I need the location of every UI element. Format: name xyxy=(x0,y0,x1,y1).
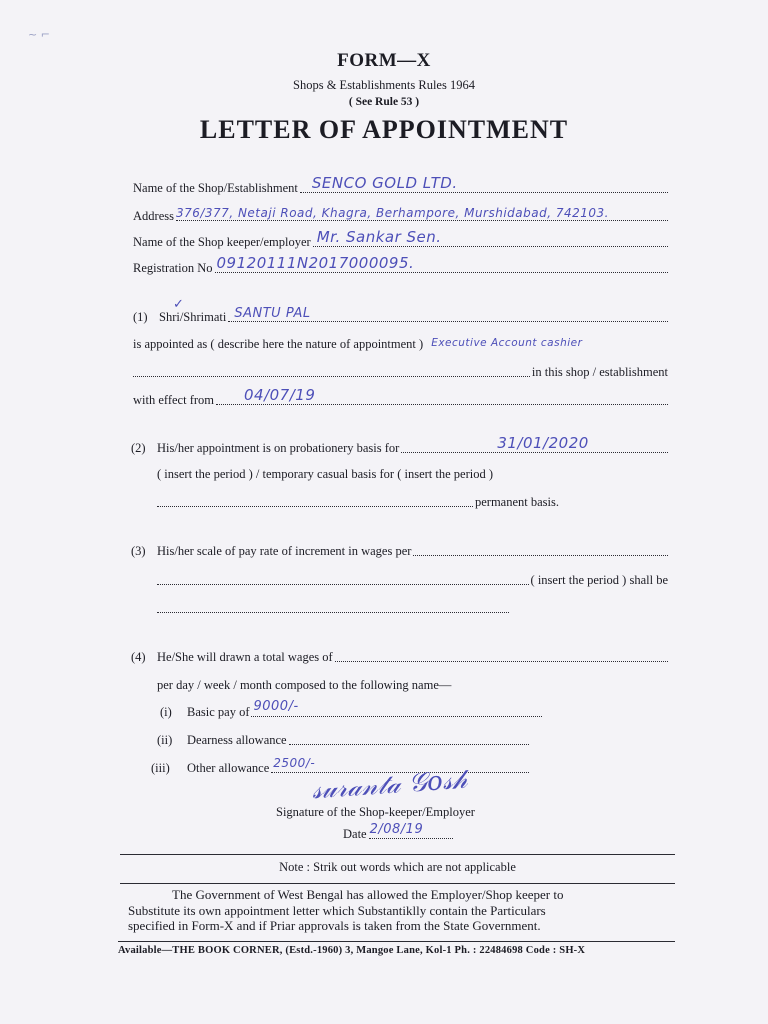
section1-number: (1) xyxy=(133,310,148,324)
section4-composition-row xyxy=(157,673,557,693)
other-allowance-number: (iii) xyxy=(151,761,170,775)
tick-mark-icon: ✓ xyxy=(173,297,184,312)
effect-date-value: 04/07/19 xyxy=(244,386,316,404)
total-wages-label: He/She will drawn a total wages of xyxy=(157,650,333,664)
section4-total-row xyxy=(131,645,668,665)
government-note-line: Substitute its own appointment letter which Substantiklly contain the Particulars xyxy=(128,902,546,918)
page-title: LETTER OF APPOINTMENT xyxy=(199,115,569,144)
government-note xyxy=(128,887,666,934)
registration-row xyxy=(133,256,668,276)
note-bottom-divider xyxy=(120,883,675,884)
section3-number: (3) xyxy=(131,544,146,558)
shop-name-value: SENCO GOLD LTD. xyxy=(311,174,458,192)
basic-pay-number: (i) xyxy=(160,705,172,719)
other-allowance-value: 2500/- xyxy=(273,756,316,770)
employee-name-value: SANTU PAL xyxy=(234,306,311,321)
signature-date-value: 2/08/19 xyxy=(369,822,424,837)
dearness-number: (ii) xyxy=(157,733,173,747)
form-title: FORM—X xyxy=(337,50,431,71)
temporary-label: ( insert the period ) / temporary casual basis for ( insert the period ) xyxy=(157,467,493,481)
section4-number: (4) xyxy=(131,650,146,664)
section2-temporary-row xyxy=(157,462,627,482)
employer-value: Mr. Sankar Sen. xyxy=(316,228,442,246)
signature-date-row xyxy=(343,822,453,842)
publisher-footer: Available—THE BOOK CORNER, (Estd.-1960) 3, Mangoe Lane, Kol-1 Ph. : 22484698 Code : SH-X xyxy=(118,945,586,956)
note-top-divider xyxy=(120,854,675,855)
address-value: 376/377, Netaji Road, Khagra, Berhampore, Murshidabad, 742103. xyxy=(175,206,609,220)
section2-permanent-row xyxy=(157,490,559,510)
appointed-label: is appointed as ( describe here the nature of appointment ) xyxy=(133,337,424,351)
section2-probation-row xyxy=(131,436,668,456)
shop-name-label: Name of the Shop/Establishment xyxy=(133,181,298,195)
see-rule: ( See Rule 53 ) xyxy=(348,96,420,108)
other-allowance-label: Other allowance xyxy=(187,761,270,775)
scale-label: His/her scale of pay rate of increment in wages per xyxy=(157,544,412,558)
shop-name-row xyxy=(133,176,668,196)
designation-value: Executive Account cashier xyxy=(431,337,583,349)
signature-date-label: Date xyxy=(343,827,367,841)
basic-pay-row xyxy=(160,700,542,720)
in-shop-label: in this shop / establishment xyxy=(531,365,668,379)
section3-period-row xyxy=(157,568,668,588)
probation-label: His/her appointment is on probationery basis for xyxy=(157,441,400,455)
registration-value: 09120111N2017000095. xyxy=(216,254,415,272)
footer-divider xyxy=(118,941,675,942)
in-shop-row xyxy=(133,360,668,380)
shri-label: Shri/Shrimati xyxy=(159,310,227,324)
probation-date-value: 31/01/2020 xyxy=(497,434,589,452)
section3-blank-row xyxy=(157,596,509,616)
corner-scribble-icon: ~ ⌐ xyxy=(28,28,50,41)
composition-label: per day / week / month composed to the following name— xyxy=(157,678,452,692)
government-note-line: The Government of West Bengal has allowed the Employer/Shop keeper to xyxy=(172,887,564,902)
effect-label: with effect from xyxy=(133,393,214,407)
employer-row xyxy=(133,230,668,250)
section1-shri-row xyxy=(133,305,668,325)
permanent-label: permanent basis. xyxy=(474,495,559,509)
basic-pay-label: Basic pay of xyxy=(187,705,250,719)
appointed-row xyxy=(133,332,668,352)
section2-number: (2) xyxy=(131,441,146,455)
dearness-row xyxy=(157,728,529,748)
note-text: Note : Strik out words which are not applicable xyxy=(279,860,516,874)
dearness-label: Dearness allowance xyxy=(187,733,287,747)
signature-label: Signature of the Shop-keeper/Employer xyxy=(276,805,475,819)
registration-label: Registration No xyxy=(133,261,213,275)
effect-row xyxy=(133,388,668,408)
period-label: ( insert the period ) shall be xyxy=(530,573,668,587)
employer-signature-icon: 𝓈𝓊𝓇𝒶𝓃𝓉𝒶 𝒢𝑜𝓈𝒽 xyxy=(311,764,469,806)
address-row xyxy=(133,204,668,224)
section3-scale-row xyxy=(131,539,668,559)
basic-pay-value: 9000/- xyxy=(253,699,299,714)
rules-subtitle: Shops & Establishments Rules 1964 xyxy=(293,78,475,92)
address-label: Address xyxy=(133,209,174,223)
employer-label: Name of the Shop keeper/employer xyxy=(133,235,311,249)
government-note-line: specified in Form-X and if Priar approvals is taken from the State Government. xyxy=(128,918,541,933)
